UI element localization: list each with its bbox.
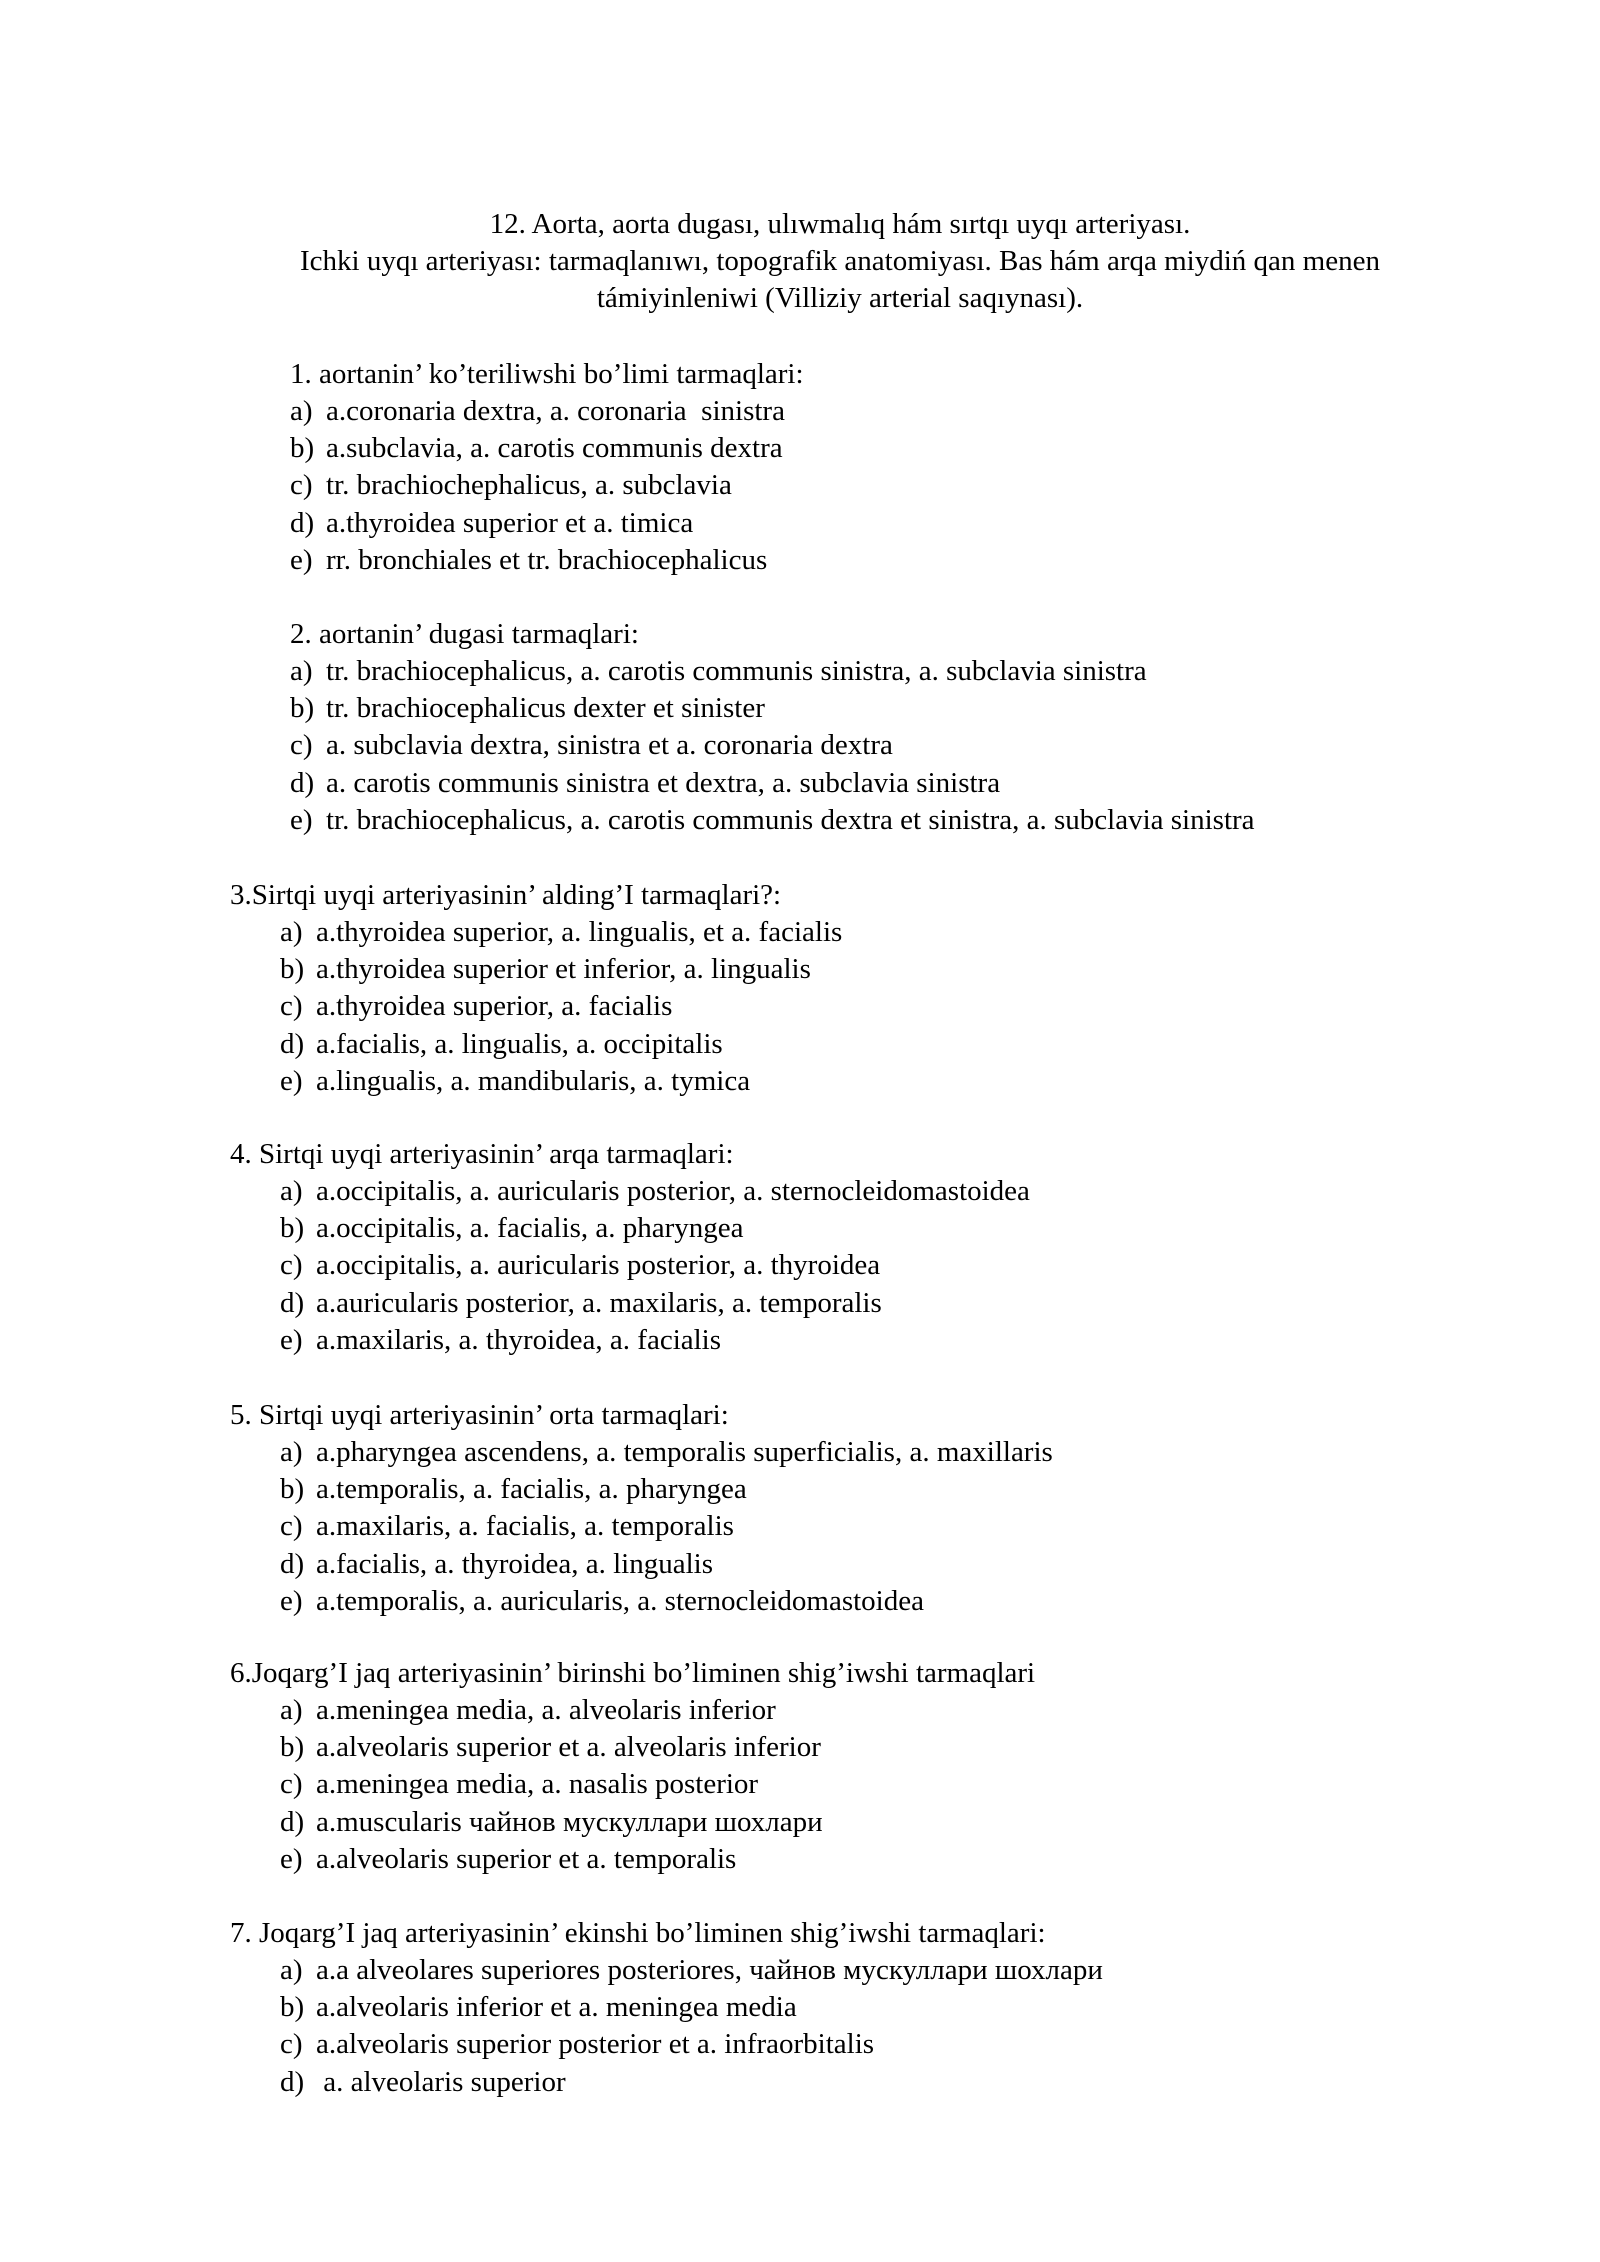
option-text: tr. brachiochephalicus, a. subclavia bbox=[326, 469, 732, 501]
option-text: tr. brachiocephalicus, a. carotis communis sinistra, a. subclavia sinistra bbox=[326, 655, 1147, 687]
option-text: a.alveolaris inferior et a. meningea media bbox=[316, 1991, 797, 2023]
title-line-2: Ichki uyqı arteriyası: tarmaqlanıwı, topografik anatomiyası. Bas hám arqa miydiń qan menen bbox=[300, 245, 1380, 277]
option-text: a.occipitalis, a. auricularis posterior, a. sternocleidomastoidea bbox=[316, 1175, 1030, 1207]
option-text: a.alveolaris superior et a. alveolaris inferior bbox=[316, 1731, 821, 1763]
option-text: tr. brachiocephalicus, a. carotis communis dextra et sinistra, a. subclavia sinistra bbox=[326, 804, 1255, 836]
option-text: a.subclavia, a. carotis communis dextra bbox=[326, 432, 783, 464]
option-letter: e) bbox=[290, 544, 313, 576]
option-letter: c) bbox=[290, 469, 313, 501]
option-letter: b) bbox=[280, 1473, 305, 1505]
option-text: a.pharyngea ascendens, a. temporalis superficialis, a. maxillaris bbox=[316, 1436, 1053, 1468]
option-letter: a) bbox=[280, 1694, 303, 1726]
option-text: a.facialis, a. thyroidea, a. lingualis bbox=[316, 1548, 713, 1580]
option-letter: e) bbox=[280, 1324, 303, 1356]
option-text: a. subclavia dextra, sinistra et a. coronaria dextra bbox=[326, 729, 893, 761]
option-letter: a) bbox=[290, 655, 313, 687]
option-letter: c) bbox=[280, 2028, 303, 2060]
option-letter: d) bbox=[280, 1806, 305, 1838]
option-text: a.thyroidea superior, a. lingualis, et a. facialis bbox=[316, 916, 843, 948]
option-letter: d) bbox=[280, 1287, 305, 1319]
option-letter: e) bbox=[280, 1065, 303, 1097]
option-text: a.meningea media, a. nasalis posterior bbox=[316, 1768, 759, 1800]
option-letter: b) bbox=[290, 432, 315, 464]
option-letter: c) bbox=[280, 1249, 303, 1281]
question-4-text: 4. Sirtqi uyqi arteriyasinin’ arqa tarmaqlari: bbox=[230, 1138, 734, 1170]
option-letter: e) bbox=[280, 1585, 303, 1617]
question-3-text: 3.Sirtqi uyqi arteriyasinin’ alding’I tarmaqlari?: bbox=[230, 879, 782, 911]
option-text: a.facialis, a. lingualis, a. occipitalis bbox=[316, 1028, 723, 1060]
option-text: a.auricularis posterior, a. maxilaris, a. temporalis bbox=[316, 1287, 882, 1319]
option-text: a.coronaria dextra, a. coronaria sinistra bbox=[326, 395, 785, 427]
question-6-text: 6.Joqarg’I jaq arteriyasinin’ birinshi bo’liminen shig’iwshi tarmaqlari bbox=[230, 1657, 1036, 1689]
option-text: a.maxilaris, a. thyroidea, a. facialis bbox=[316, 1324, 722, 1356]
option-text: a.occipitalis, a. facialis, a. pharyngea bbox=[316, 1212, 744, 1244]
option-text: a. carotis communis sinistra et dextra, a. subclavia sinistra bbox=[326, 767, 1001, 799]
option-letter: e) bbox=[280, 1843, 303, 1875]
option-letter: b) bbox=[290, 692, 315, 724]
question-2-text: 2. aortanin’ dugasi tarmaqlari: bbox=[290, 618, 639, 650]
option-letter: d) bbox=[280, 1028, 305, 1060]
option-text: a. alveolaris superior bbox=[316, 2066, 566, 2098]
document-title bbox=[220, 206, 1460, 317]
option-text: tr. brachiocephalicus dexter et sinister bbox=[326, 692, 765, 724]
option-letter: b) bbox=[280, 1212, 305, 1244]
option-text: a.temporalis, a. auricularis, a. sternocleidomastoidea bbox=[316, 1585, 924, 1617]
option-text: a.a alveolares superiores posteriores, чайнов мускуллари шохлари bbox=[316, 1954, 1103, 1986]
option-letter: d) bbox=[290, 507, 315, 539]
question-5-text: 5. Sirtqi uyqi arteriyasinin’ orta tarmaqlari: bbox=[230, 1399, 729, 1431]
option-letter: b) bbox=[280, 1731, 305, 1763]
option-letter: c) bbox=[290, 729, 313, 761]
option-text: a.maxilaris, a. facialis, a. temporalis bbox=[316, 1510, 734, 1542]
option-letter: d) bbox=[280, 2066, 305, 2098]
option-text: a.thyroidea superior et inferior, a. lingualis bbox=[316, 953, 811, 985]
option-letter: d) bbox=[290, 767, 315, 799]
option-text: a.lingualis, a. mandibularis, a. tymica bbox=[316, 1065, 751, 1097]
option-letter: e) bbox=[290, 804, 313, 836]
option-letter: a) bbox=[280, 1175, 303, 1207]
option-letter: a) bbox=[280, 1954, 303, 1986]
question-1-text: 1. aortanin’ ko’teriliwshi bo’limi tarmaqlari: bbox=[290, 358, 804, 390]
option-text: a.alveolaris superior posterior et a. infraorbitalis bbox=[316, 2028, 875, 2060]
option-letter: d) bbox=[280, 1548, 305, 1580]
title-line-1: 12. Aorta, aorta dugası, ulıwmalıq hám sırtqı uyqı arteriyası. bbox=[489, 208, 1191, 240]
option-text: a.occipitalis, a. auricularis posterior, a. thyroidea bbox=[316, 1249, 881, 1281]
option-letter: c) bbox=[280, 1768, 303, 1800]
option-text: a.thyroidea superior, a. facialis bbox=[316, 990, 673, 1022]
option-letter: a) bbox=[280, 916, 303, 948]
option-letter: a) bbox=[280, 1436, 303, 1468]
option-letter: c) bbox=[280, 990, 303, 1022]
option-letter: c) bbox=[280, 1510, 303, 1542]
option-text: a.meningea media, a. alveolaris inferior bbox=[316, 1694, 776, 1726]
option-text: a.muscularis чайнов мускуллари шохлари bbox=[316, 1806, 823, 1838]
option-text: rr. bronchiales et tr. brachiocephalicus bbox=[326, 544, 768, 576]
option-letter: a) bbox=[290, 395, 313, 427]
title-line-3: támiyinleniwi (Villiziy arterial saqıynası). bbox=[596, 282, 1084, 314]
option-text: a.temporalis, a. facialis, a. pharyngea bbox=[316, 1473, 747, 1505]
option-letter: b) bbox=[280, 953, 305, 985]
option-letter: b) bbox=[280, 1991, 305, 2023]
option-text: a.thyroidea superior et a. timica bbox=[326, 507, 694, 539]
option-text: a.alveolaris superior et a. temporalis bbox=[316, 1843, 737, 1875]
question-7-text: 7. Joqarg’I jaq arteriyasinin’ ekinshi bo’liminen shig’iwshi tarmaqlari: bbox=[230, 1917, 1046, 1949]
